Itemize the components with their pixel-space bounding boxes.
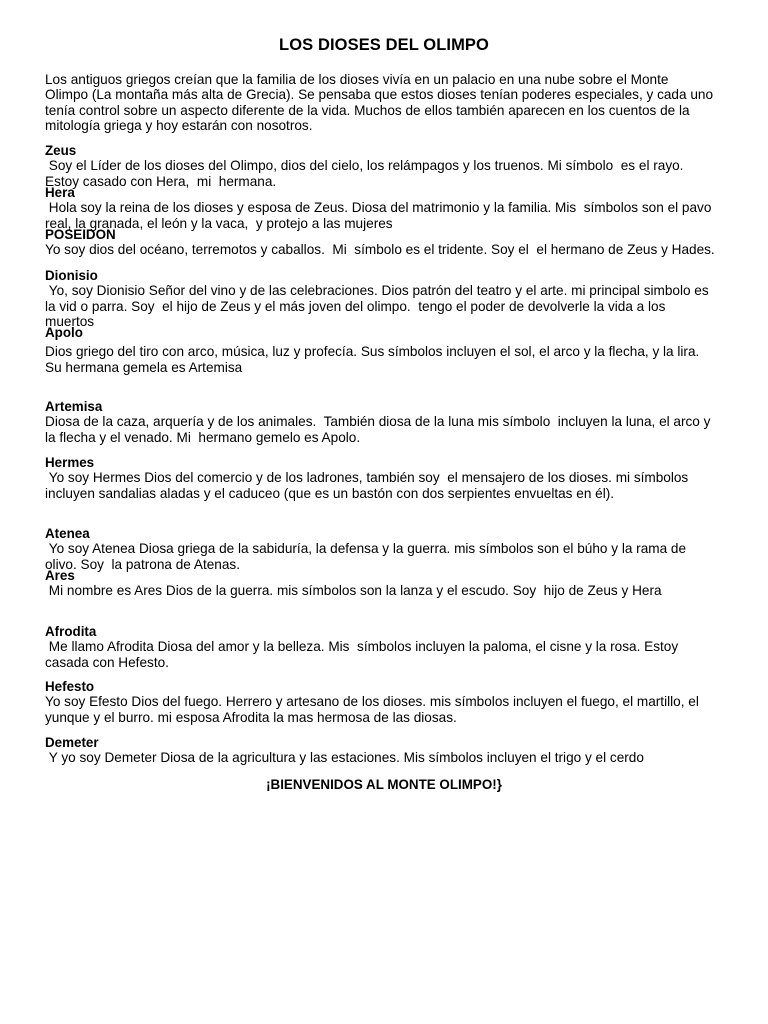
god-description: Y yo soy Demeter Diosa de la agricultura y las estaciones. Mis símbolos incluyen el trigo y el cerdo <box>45 750 644 766</box>
god-description: Diosa de la caza, arquería y de los animales. También diosa de la luna mis símbolo incluyen la luna, el arco y la flecha y el venado. Mi hermano gemelo es Apolo. <box>45 414 715 445</box>
intro-paragraph: Los antiguos griegos creían que la familia de los dioses vivía en un palacio en una nube sobre el Monte Olimpo (La montaña más alta de Grecia). Se pensaba que estos dioses tenían poderes especiales, y cada uno tenía control sobre un aspecto diferente de la vida. Muchos de ellos también aparecen en los cuentos de la mitología griega y hoy estarán con nosotros. <box>45 72 714 133</box>
god-entry-hera <box>45 185 715 231</box>
god-entry-dionisio <box>45 268 715 329</box>
god-description: Hola soy la reina de los dioses y esposa de Zeus. Diosa del matrimonio y la familia. Mis símbolos son el pavo real, la granada, el león y la vaca, y protejo a las mujeres <box>45 200 716 231</box>
closing-welcome: ¡BIENVENIDOS AL MONTE OLIMPO!} <box>266 777 502 792</box>
god-name: Dionisio <box>45 268 98 283</box>
god-name: Demeter <box>45 735 99 750</box>
god-name: Hera <box>45 185 75 200</box>
god-entry-poseidon <box>45 227 715 258</box>
god-description: Me llamo Afrodita Diosa del amor y la belleza. Mis símbolos incluyen la paloma, el cisne y la rosa. Estoy casada con Hefesto. <box>45 639 682 670</box>
god-entry-ares <box>45 568 715 599</box>
god-name: Hermes <box>45 455 95 470</box>
god-name: POSEIDON <box>45 227 116 242</box>
god-name: Ares <box>45 568 75 583</box>
god-description: Yo soy Efesto Dios del fuego. Herrero y artesano de los dioses. mis símbolos incluyen el fuego, el martillo, el yunque y el burro. mi esposa Afrodita la mas hermosa de las diosas. <box>45 694 703 725</box>
god-description: Mi nombre es Ares Dios de la guerra. mis símbolos son la lanza y el escudo. Soy hijo de Zeus y Hera <box>45 583 662 599</box>
god-entry-afrodita <box>45 624 715 670</box>
god-name: Hefesto <box>45 679 95 694</box>
god-name: Zeus <box>45 143 77 158</box>
god-entry-atenea <box>45 526 715 572</box>
god-name: Apolo <box>45 325 83 340</box>
god-entry-demeter <box>45 735 715 766</box>
god-description: Soy el Líder de los dioses del Olimpo, dios del cielo, los relámpagos y los truenos. Mi símbolo es el rayo. Estoy casado con Hera, mi hermana. <box>45 158 688 189</box>
god-description: Yo soy Hermes Dios del comercio y de los ladrones, también soy el mensajero de los dioses. mi símbolos incluyen sandalias aladas y el caduceo (que es un bastón con dos serpientes envueltas en él). <box>45 470 693 501</box>
god-name: Atenea <box>45 526 90 541</box>
god-description: Yo, soy Dionisio Señor del vino y de las celebraciones. Dios patrón del teatro y el arte. mi principal simbolo es la vid o parra. Soy el hijo de Zeus y el más joven del olimpo. tengo el poder de devolverle la vida a los muertos <box>45 283 713 329</box>
god-entry-artemisa <box>45 399 715 445</box>
god-description: Yo soy dios del océano, terremotos y caballos. Mi símbolo es el tridente. Soy el el hermano de Zeus y Hades. <box>45 242 715 258</box>
god-entry-hermes <box>45 455 715 501</box>
god-description: Yo soy Atenea Diosa griega de la sabiduría, la defensa y la guerra. mis símbolos son el búho y la rama de olivo. Soy la patrona de Atenas. <box>45 541 690 572</box>
god-entry-zeus <box>45 143 715 189</box>
page-title: LOS DIOSES DEL OLIMPO <box>279 36 489 54</box>
god-entry-hefesto <box>45 679 715 725</box>
god-description: Dios griego del tiro con arco, música, luz y profecía. Sus símbolos incluyen el sol, el arco y la flecha, y la lira. Su hermana gemela es Artemisa <box>45 344 704 375</box>
god-entry-apolo <box>45 325 715 375</box>
god-name: Afrodita <box>45 624 97 639</box>
god-name: Artemisa <box>45 399 103 414</box>
